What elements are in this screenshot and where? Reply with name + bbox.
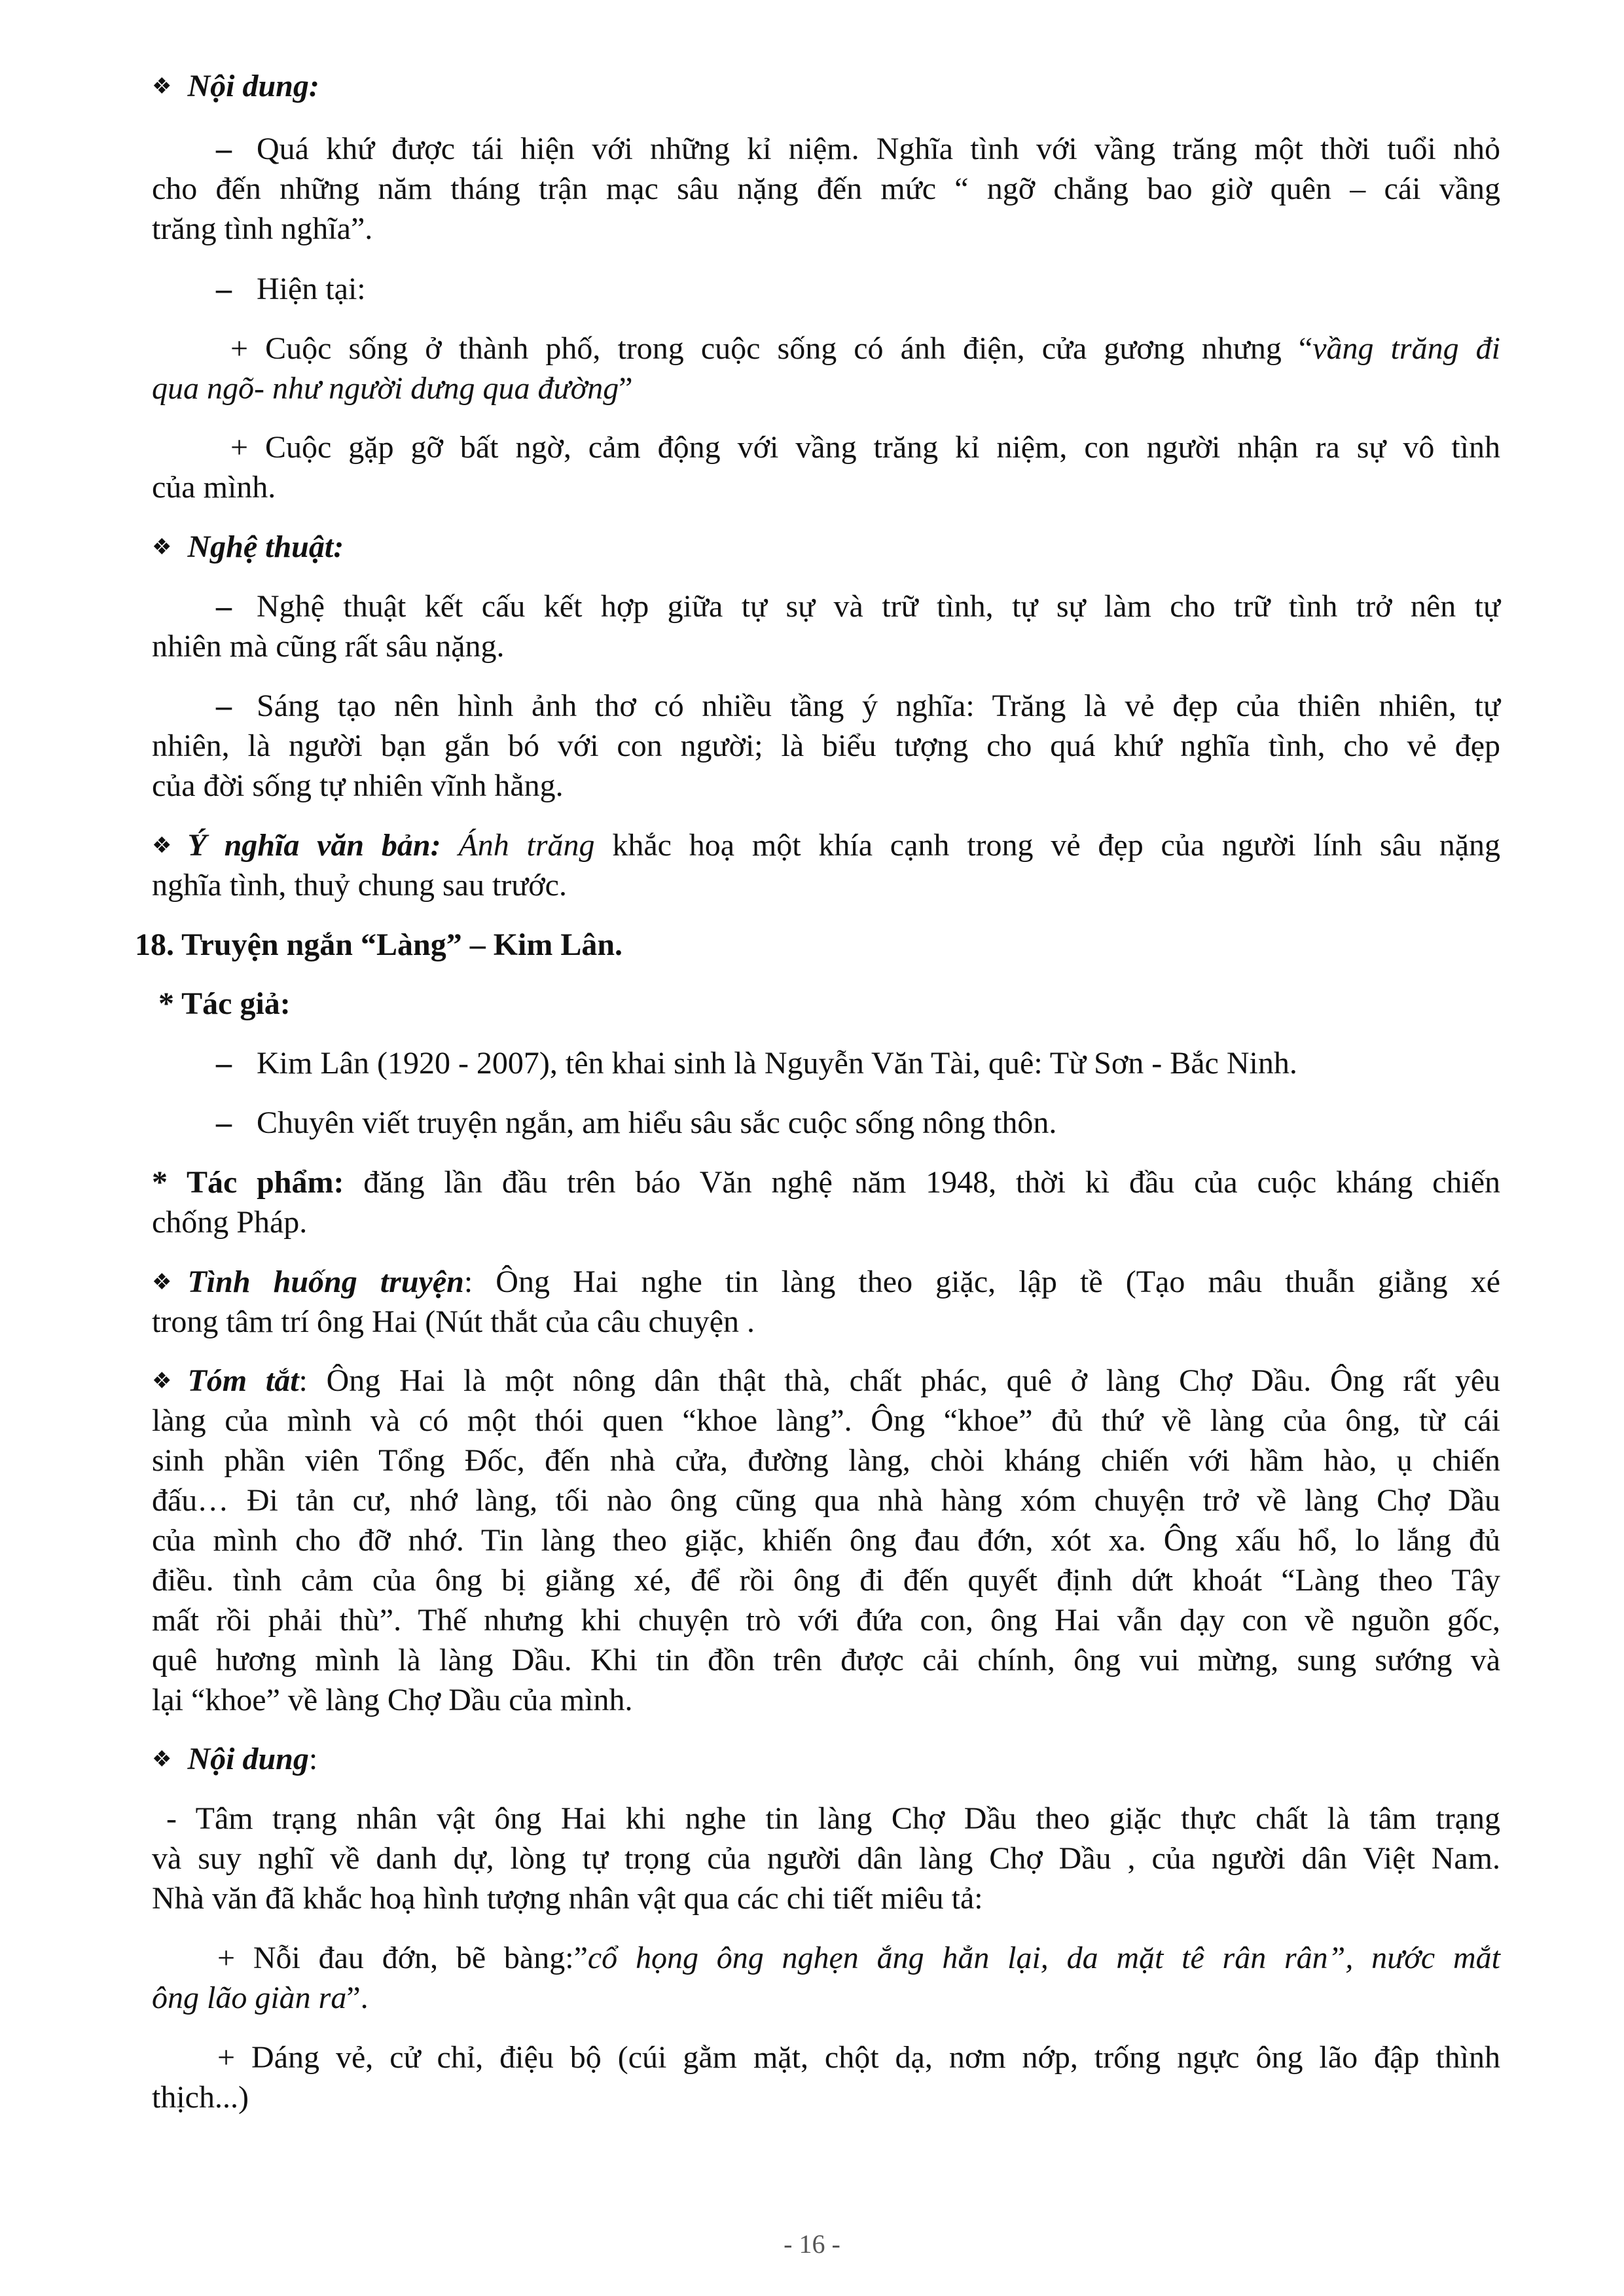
paragraph-line: chống Pháp. [152,1205,308,1240]
paragraph-line: Nhà văn đã khắc hoạ hình tượng nhân vật qua các chi tiết miêu tả: [152,1881,983,1916]
paragraph-line: điều. tình cảm của ông bị giằng xé, để rồi ông đi đến quyết định dứt khoát “Làng theo Tây [152,1563,1500,1598]
paragraph-line: - Tâm trạng nhân vật ông Hai khi nghe tin làng Chợ Dầu theo giặc thực chất là tâm trạng [166,1801,1500,1836]
diamond-bullet-icon: ❖ [152,834,172,858]
paragraph-line: cho đến những năm tháng trận mạc sâu nặng đến mức “ ngỡ chẳng bao giờ quên – cái vầng [152,171,1500,206]
paragraph-line: thịch...) [152,2080,249,2115]
paragraph-line: nghĩa tình, thuỷ chung sau trước. [152,868,567,903]
diamond-bullet-icon: ❖ [152,75,172,99]
paragraph-line: – Sáng tạo nên hình ảnh thơ có nhiều tầng ý nghĩa: Trăng là vẻ đẹp của thiên nhiên, tự [216,689,1500,723]
dash-bullet-icon: – [216,589,232,624]
paragraph-line: mất rồi phải thù”. Thế nhưng khi chuyện trò với đứa con, ông Hai vẫn dạy con về nguồn gốc, [152,1603,1500,1638]
dash-bullet-icon: – [216,1105,232,1140]
noi-dung-heading: ❖ Nội dung: [152,69,319,103]
y-nghia-paragraph: ❖ Ý nghĩa văn bản: Ánh trăng khắc hoạ một khía cạnh trong vẻ đẹp của người lính sâu nặng [152,828,1501,863]
paragraph-line: qua ngõ- như người dưng qua đường” [152,371,633,406]
paragraph-line: ông lão giàn ra”. [152,1981,369,2015]
paragraph-line: + Dáng vẻ, cử chỉ, điệu bộ (cúi gằm mặt, chột dạ, nơm nớp, trống ngực ông lão đập thình [217,2040,1500,2075]
diamond-bullet-icon: ❖ [152,535,172,560]
paragraph-line: trăng tình nghĩa”. [152,211,373,246]
paragraph-line: trong tâm trí ông Hai (Nút thắt của câu chuyện . [152,1304,755,1339]
paragraph-line: làng của mình và có một thói quen “khoe làng”. Ông “khoe” đủ thứ về làng của ông, từ cái [152,1403,1500,1438]
diamond-bullet-icon: ❖ [152,1748,172,1772]
dash-bullet-icon: – [216,689,232,723]
paragraph-line: nhiên mà cũng rất sâu nặng. [152,629,505,664]
nghe-thuat-heading: ❖ Nghệ thuật: [152,529,344,564]
dash-bullet-icon: – [216,1046,232,1081]
paragraph-line: + Cuộc gặp gỡ bất ngờ, cảm động với vầng trăng kỉ niệm, con người nhận ra sự vô tình [230,430,1500,465]
noi-dung-heading-2: ❖ Nội dung: [152,1742,318,1776]
paragraph-line: – Quá khứ được tái hiện với những kỉ niệm. Nghĩa tình với vầng trăng một thời tuổi nhỏ [216,132,1500,166]
tac-pham-paragraph: * Tác phẩm: đăng lần đầu trên báo Văn nghệ năm 1948, thời kì đầu của cuộc kháng chiến [152,1165,1501,1200]
tac-gia-heading: * Tác giả: [158,986,291,1021]
paragraph-line: đấu… Đi tản cư, nhớ làng, tối nào ông cũng qua nhà hàng xóm chuyện trở về làng Chợ Dầu [152,1483,1500,1518]
paragraph-line: lại “khoe” về làng Chợ Dầu của mình. [152,1683,633,1717]
paragraph-line: – Nghệ thuật kết cấu kết hợp giữa tự sự và trữ tình, tự sự làm cho trữ tình trở nên tự [216,589,1500,624]
diamond-bullet-icon: ❖ [152,1270,172,1295]
paragraph-line: của mình cho đỡ nhớ. Tin làng theo giặc, khiến ông đau đớn, xót xa. Ông xấu hổ, lo lắng đủ [152,1523,1500,1558]
tinh-huong-paragraph: ❖ Tình huống truyện: Ông Hai nghe tin làng theo giặc, lập tề (Tạo mâu thuẫn giằng xé [152,1265,1501,1299]
tom-tat-paragraph: ❖ Tóm tắt: Ông Hai là một nông dân thật thà, chất phác, quê ở làng Chợ Dầu. Ông rất yêu [152,1363,1501,1398]
paragraph-line: của mình. [152,470,276,505]
paragraph-line: nhiên, là người bạn gắn bó với con người; là biểu tượng cho quá khứ nghĩa tình, cho vẻ đẹp [152,728,1500,763]
dash-bullet-icon: – [216,272,232,306]
paragraph-line: quê hương mình là làng Dầu. Khi tin đồn trên được cải chính, ông vui mừng, sung sướng và [152,1643,1500,1677]
page-number: - 16 - [784,2229,840,2259]
paragraph-line: + Cuộc sống ở thành phố, trong cuộc sống có ánh điện, cửa gương nhưng “vầng trăng đi [230,331,1501,366]
paragraph-line: của đời sống tự nhiên vĩnh hằng. [152,768,564,803]
diamond-bullet-icon: ❖ [152,1369,172,1393]
dash-bullet-icon: – [216,132,232,166]
paragraph-line: – Kim Lân (1920 - 2007), tên khai sinh là Nguyễn Văn Tài, quê: Từ Sơn - Bắc Ninh. [216,1046,1297,1081]
paragraph-line: + Nỗi đau đớn, bẽ bàng:”cổ họng ông nghẹn ắng hẳn lại, da mặt tê rân rân”, nước mắt [217,1941,1500,1975]
paragraph-line: sinh phần viên Tổng Đốc, đến nhà cửa, đường làng, chòi kháng chiến với hầm hào, ụ chiến [152,1443,1500,1478]
paragraph-line: – Chuyên viết truyện ngắn, am hiểu sâu sắc cuộc sống nông thôn. [216,1105,1057,1140]
paragraph-line: – Hiện tại: [216,272,366,306]
section-title: 18. Truyện ngắn “Làng” – Kim Lân. [135,927,623,962]
paragraph-line: và suy nghĩ về danh dự, lòng tự trọng của người dân làng Chợ Dầu , của người dân Việt Nam. [152,1841,1500,1876]
